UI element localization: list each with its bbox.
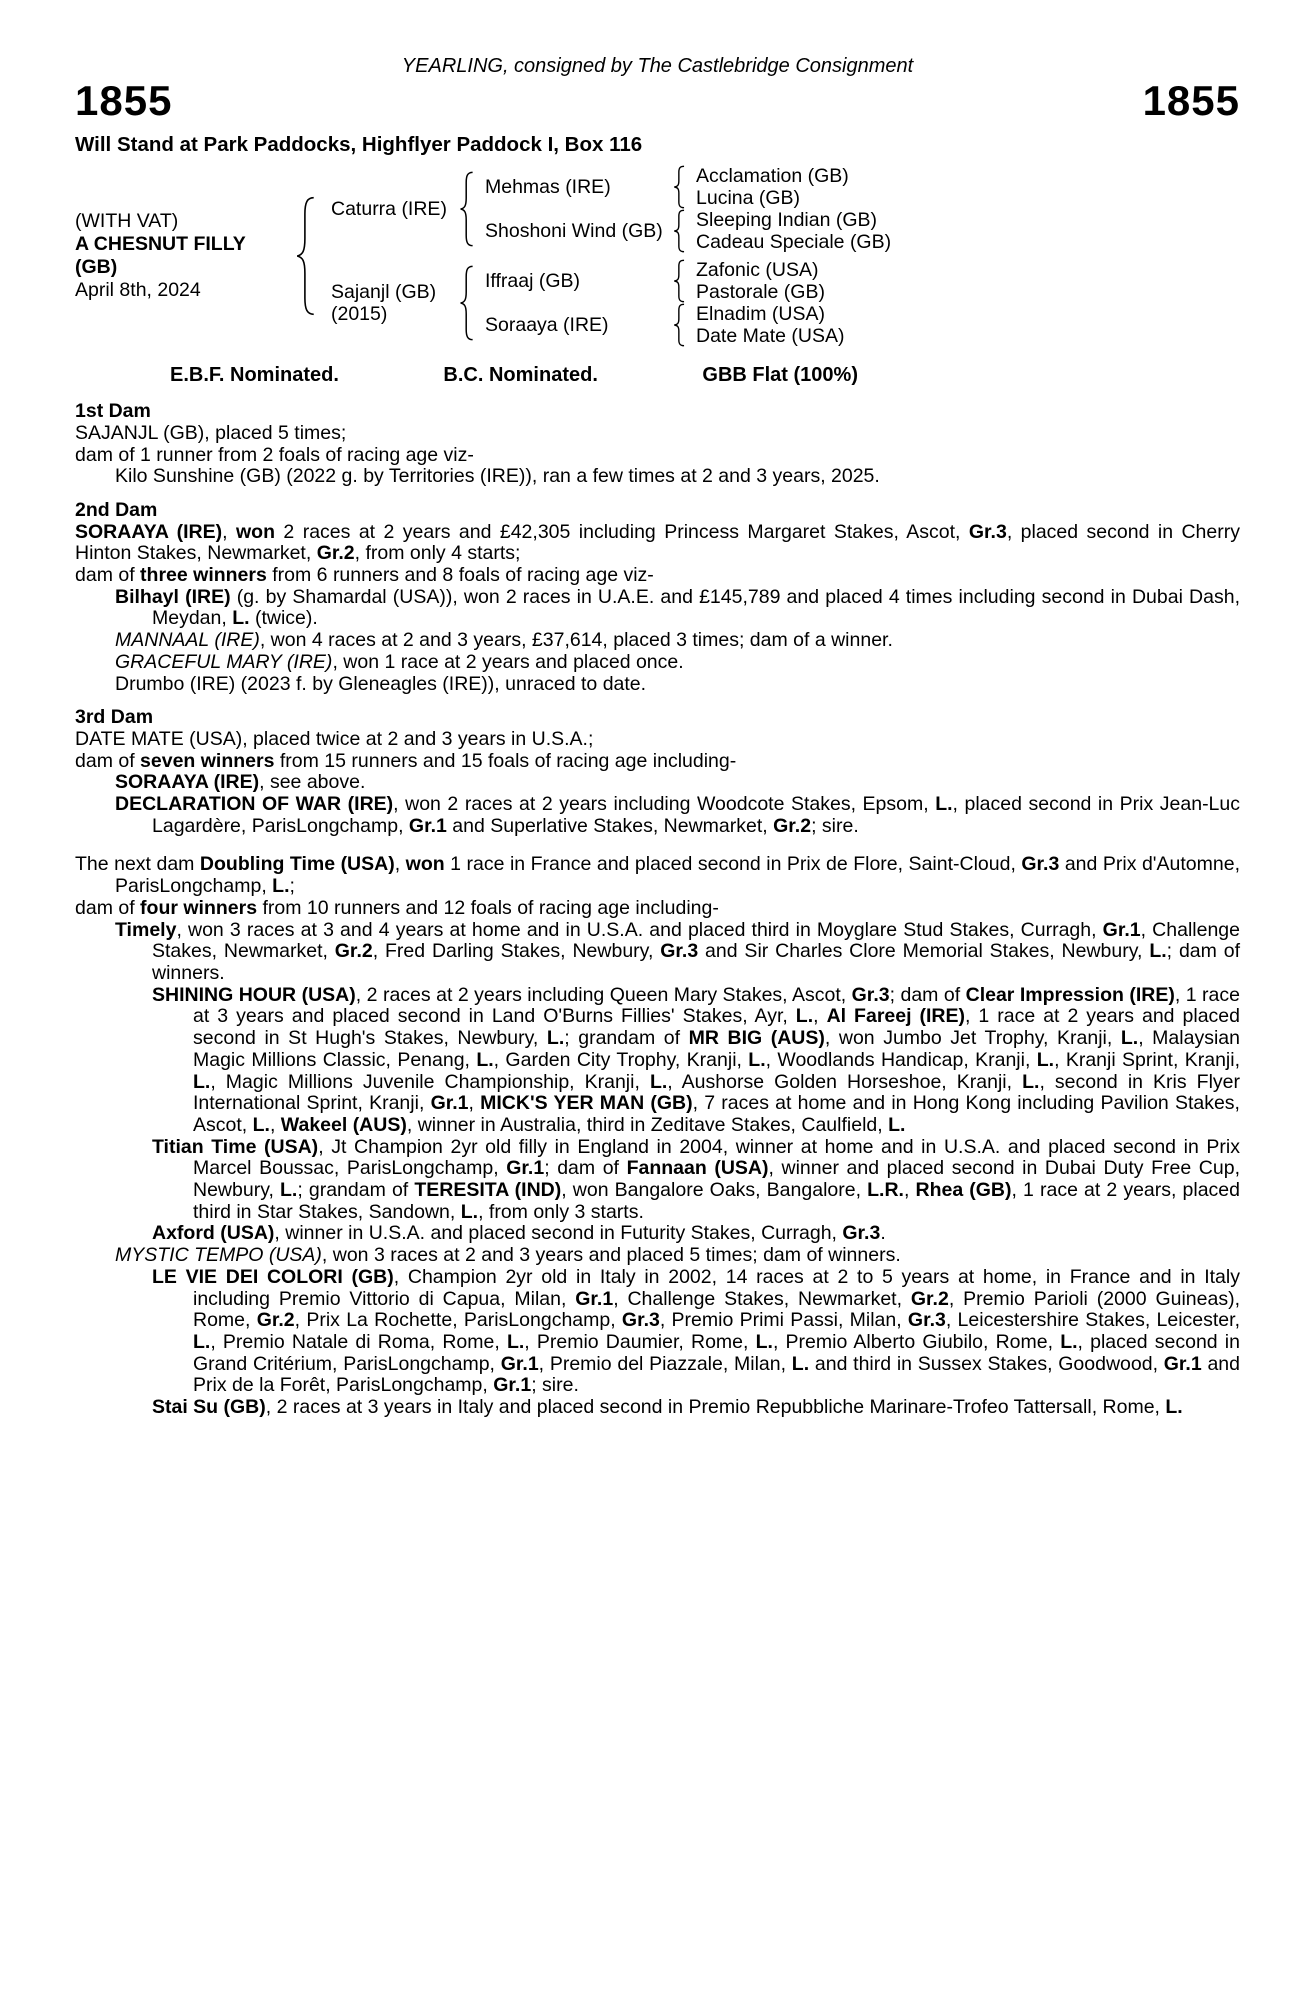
brace-icon — [295, 194, 317, 318]
catalogue-paragraph — [75, 772, 1240, 794]
ancestor-pair — [696, 303, 844, 347]
text-run: Gr.2 — [316, 542, 355, 565]
text-run: L. — [252, 1113, 270, 1136]
text-run: L. — [506, 1330, 525, 1353]
text-run: and Sir Charles Clore Memorial Stakes, Newbury, — [698, 940, 1150, 963]
text-run: Rhea (GB) — [915, 1179, 1012, 1202]
sire-sire-branch — [485, 165, 891, 209]
text-run: GRACEFUL MARY (IRE) — [115, 650, 333, 673]
dam-section — [75, 707, 1240, 837]
text-run: 1 race in France and placed second in Prix de Flore, Saint-Cloud, — [444, 853, 1022, 876]
text-run: , Woodlands Handicap, Kranji, — [765, 1048, 1037, 1071]
section-heading: 1st Dam — [75, 400, 151, 423]
text-run: , Magic Millions Juvenile Championship, Kranji, — [210, 1070, 650, 1093]
text-run: Axford (USA) — [152, 1222, 275, 1245]
ebf-nomination: E.B.F. Nominated. — [170, 364, 339, 387]
text-run: , Premio Primi Passi, Milan, — [659, 1309, 908, 1332]
brace-icon — [459, 170, 475, 248]
text-run: dam of — [75, 896, 141, 919]
lot-number-row — [75, 76, 1240, 124]
text-run: L. — [649, 1070, 668, 1093]
text-run: Gr.2 — [256, 1309, 295, 1332]
catalogue-paragraph — [75, 751, 1240, 773]
section-heading: 2nd Dam — [75, 498, 158, 521]
sire-dam-name: Shoshoni Wind (GB) — [485, 220, 663, 243]
text-run: , Champion 2yr old in Italy in 2002, 14 races at 2 to 5 years at home, in France and in Italy including Premio Vittorio di Capua, Milan, — [193, 1265, 1240, 1310]
text-run: Kilo Sunshine (GB) (2022 g. by Territories (IRE)), ran a few times at 2 and 3 years, 2025. — [115, 465, 880, 488]
text-run: TERESITA (IND) — [414, 1179, 562, 1202]
text-run: L. — [193, 1070, 211, 1093]
text-run: , 2 races at 2 years including Queen Mary Stakes, Ascot, — [355, 983, 852, 1006]
text-run: Bilhayl (IRE) — [115, 585, 231, 608]
text-run: , from only 4 starts; — [354, 542, 521, 565]
sire-branch — [331, 165, 891, 253]
ancestor-name: Pastorale (GB) — [696, 281, 825, 304]
text-run: L. — [1022, 1070, 1040, 1093]
text-run: , from only 3 starts. — [478, 1200, 644, 1223]
text-run: won — [236, 520, 275, 543]
ancestor-name: Date Mate (USA) — [696, 325, 845, 348]
sire-name: Caturra (IRE) — [331, 198, 447, 221]
dam-section — [75, 500, 1240, 695]
text-run: Titian Time (USA) — [152, 1135, 319, 1158]
text-run: , — [468, 1092, 481, 1115]
text-run: , Aushorse Golden Horseshoe, Kranji, — [667, 1070, 1023, 1093]
text-run: won — [405, 853, 445, 876]
text-run: , Premio Daumier, Rome, — [524, 1330, 756, 1353]
text-run: ; dam of — [544, 1157, 627, 1180]
text-run: ; grandam of — [564, 1027, 689, 1050]
text-run: , Premio Parioli (2000 Guineas), Rome, — [193, 1287, 1240, 1332]
text-run: ; sire. — [531, 1374, 579, 1397]
text-run: SORAAYA (IRE) — [75, 520, 223, 543]
text-run: dam of — [75, 564, 141, 587]
text-run: Wakeel (AUS) — [280, 1113, 407, 1136]
catalogue-paragraph — [75, 587, 1240, 630]
text-run: L. — [460, 1200, 479, 1223]
sire-parents — [485, 165, 891, 253]
text-run: seven winners — [140, 749, 275, 772]
catalogue-body — [75, 401, 1240, 1419]
catalogue-paragraph — [75, 445, 1240, 467]
text-run: L. — [888, 1113, 906, 1136]
brace-icon — [673, 259, 686, 303]
text-run: dam of 1 runner from 2 foals of racing age viz- — [75, 443, 474, 466]
text-run: from 10 runners and 12 foals of racing age including- — [257, 896, 719, 919]
text-run: , Garden City Trophy, Kranji, — [493, 1048, 749, 1071]
text-run: Gr.3 — [1021, 853, 1060, 876]
text-run: Gr.1 — [493, 1374, 532, 1397]
catalogue-paragraph — [75, 1223, 1240, 1245]
ancestor-pair — [696, 259, 825, 303]
text-run: Gr.1 — [1102, 918, 1141, 941]
text-run: Gr.3 — [968, 520, 1007, 543]
text-run: Gr.1 — [1163, 1352, 1202, 1375]
text-run: DECLARATION OF WAR (IRE) — [115, 793, 394, 816]
text-run: Gr.1 — [408, 814, 447, 837]
dam-name — [331, 281, 459, 325]
text-run: four winners — [140, 896, 258, 919]
text-run: , Premio Alberto Giubilo, Rome, — [772, 1330, 1061, 1353]
text-run: L. — [272, 875, 290, 898]
brace-icon — [673, 165, 686, 209]
dam-section — [75, 854, 1240, 1418]
text-run: SORAAYA (IRE) — [115, 771, 260, 794]
ancestor-name: Zafonic (USA) — [696, 259, 819, 282]
catalogue-paragraph — [75, 466, 1240, 488]
text-run: , Premio Natale di Roma, Rome, — [210, 1330, 507, 1353]
brace-icon — [673, 259, 686, 303]
text-run: , second in Kris Flyer International Sprint, Kranji, — [193, 1070, 1240, 1115]
text-run: and Superlative Stakes, Newmarket, — [446, 814, 774, 837]
text-run: LE VIE DEI COLORI (GB) — [152, 1265, 394, 1288]
catalogue-paragraph — [75, 674, 1240, 696]
text-run: , 1 race at 3 years and placed second in Land O'Burns Fillies' Stakes, Ayr, — [193, 983, 1240, 1028]
dam-branch — [331, 259, 891, 347]
vat-note: (WITH VAT) — [75, 210, 179, 233]
text-run: Timely — [115, 918, 177, 941]
dam-parents — [485, 259, 844, 347]
catalogue-paragraph — [75, 1137, 1240, 1224]
catalogue-paragraph — [75, 522, 1240, 565]
stand-location-line: Will Stand at Park Paddocks, Highflyer Paddock I, Box 116 — [75, 132, 643, 156]
text-run: SHINING HOUR (USA) — [152, 983, 356, 1006]
text-run: L. — [1149, 940, 1167, 963]
text-run: ; grandam of — [297, 1179, 415, 1202]
text-run: , winner in U.S.A. and placed second in Futurity Stakes, Curragh, — [274, 1222, 843, 1245]
text-run: L. — [1165, 1396, 1183, 1419]
text-run: , — [903, 1179, 916, 1202]
text-run: , Kranji Sprint, Kranji, — [1054, 1048, 1241, 1071]
text-run: , — [813, 1005, 827, 1028]
ancestor-name: Cadeau Speciale (GB) — [696, 231, 892, 254]
ancestor-name: Acclamation (GB) — [696, 165, 849, 188]
text-run: Gr.2 — [334, 940, 373, 963]
text-run: and third in Sussex Stakes, Goodwood, — [809, 1352, 1164, 1375]
text-run: L. — [791, 1352, 810, 1375]
text-run: , won 4 races at 2 and 3 years, £37,614, placed 3 times; dam of a winner. — [259, 629, 893, 652]
nominations-row — [170, 365, 858, 387]
ancestor-name: Sleeping Indian (GB) — [696, 209, 878, 232]
catalogue-paragraph — [75, 1267, 1240, 1397]
brace-icon — [673, 165, 686, 209]
dam-sire-name: Iffraaj (GB) — [485, 270, 580, 293]
lot-number-right: 1855 — [1142, 76, 1240, 124]
text-run: MYSTIC TEMPO (USA) — [115, 1244, 322, 1267]
horse-details — [75, 210, 287, 302]
brace-icon — [673, 303, 686, 347]
text-run: Gr.2 — [773, 814, 812, 837]
text-run: ; — [289, 875, 295, 898]
text-run: , Challenge Stakes, Newmarket, — [152, 918, 1240, 963]
brace-icon — [673, 209, 686, 253]
catalogue-paragraph — [75, 898, 1240, 920]
text-run: , Leicestershire Stakes, Leicester, — [945, 1309, 1240, 1332]
catalogue-paragraph — [75, 854, 1240, 897]
brace-icon — [459, 170, 475, 248]
gbb-nomination: GBB Flat (100%) — [702, 364, 858, 387]
text-run: SAJANJL (GB), placed 5 times; — [75, 421, 347, 444]
catalogue-paragraph — [75, 565, 1240, 587]
text-run: MICK'S YER MAN (GB) — [480, 1092, 693, 1115]
text-run: , placed second in Prix Jean-Luc Lagardère, ParisLongchamp, — [152, 793, 1240, 837]
text-run: Gr.3 — [660, 940, 699, 963]
text-run: , placed second in Cherry Hinton Stakes, Newmarket, — [75, 520, 1240, 565]
text-run: and Prix de la Forêt, ParisLongchamp, — [193, 1352, 1240, 1397]
catalogue-paragraph — [75, 423, 1240, 445]
text-run: L. — [748, 1048, 766, 1071]
text-run: Al Fareej (IRE) — [826, 1005, 966, 1028]
catalogue-paragraph — [75, 1397, 1240, 1419]
text-run: Clear Impression (IRE) — [965, 983, 1175, 1006]
text-run: , 1 race at 2 years and placed second in St Hugh's Stakes, Newbury, — [193, 1005, 1240, 1050]
text-run: and Prix d'Automne, ParisLongchamp, — [115, 853, 1240, 898]
text-run: L. — [755, 1330, 773, 1353]
text-run: ; sire. — [811, 814, 859, 837]
catalogue-paragraph — [75, 729, 1240, 751]
text-run: ; dam of — [889, 983, 966, 1006]
brace-icon — [673, 303, 686, 347]
text-run: Gr.1 — [500, 1352, 539, 1375]
text-run: , — [222, 520, 236, 543]
text-run: DATE MATE (USA), placed twice at 2 and 3 years in U.S.A.; — [75, 727, 594, 750]
bc-nomination: B.C. Nominated. — [443, 364, 598, 387]
text-run: Fannaan (USA) — [626, 1157, 769, 1180]
text-run: The next dam — [75, 853, 200, 876]
lot-number-left: 1855 — [75, 76, 173, 124]
text-run: , won 2 races at 2 years including Woodcote Stakes, Epsom, — [393, 793, 936, 816]
text-run: . — [880, 1222, 886, 1245]
text-run: Gr.1 — [506, 1157, 545, 1180]
text-run: , Jt Champion 2yr old filly in England in 2004, winner at home and in U.S.A. and placed second in Prix Marcel Boussac, ParisLongchamp, — [193, 1135, 1240, 1180]
text-run: Doubling Time (USA) — [199, 853, 395, 876]
dam-sire-branch — [485, 259, 844, 303]
horse-name: A CHESNUT FILLY — [75, 233, 246, 256]
text-run: L. — [1036, 1048, 1055, 1071]
foaling-date: April 8th, 2024 — [75, 279, 201, 302]
text-run: MANNAAL (IRE) — [115, 629, 260, 652]
pedigree-generations — [331, 165, 891, 347]
text-run: L. — [280, 1179, 298, 1202]
brace-icon — [673, 209, 686, 253]
text-run: , 1 race at 2 years, placed third in Star Stakes, Sandown, — [193, 1179, 1240, 1223]
text-run: 2 races at 2 years and £42,305 including Princess Margaret Stakes, Ascot, — [275, 520, 969, 543]
text-run: ; dam of winners. — [152, 940, 1240, 984]
catalogue-paragraph — [75, 652, 1240, 674]
text-run: , Challenge Stakes, Newmarket, — [613, 1287, 911, 1310]
text-run: (g. by Shamardal (USA)), won 2 races in U.A.E. and £145,789 and placed 4 times including second in Dubai Dash, Meydan, — [152, 585, 1240, 630]
text-run: , 2 races at 3 years in Italy and placed second in Premio Repubbliche Marinare-Trofeo Tattersall, Rome, — [265, 1396, 1166, 1419]
text-run: dam of — [75, 749, 141, 772]
dam-section — [75, 401, 1240, 488]
text-run: Stai Su (GB) — [152, 1396, 266, 1419]
text-run: , won 1 race at 2 years and placed once. — [332, 650, 684, 673]
text-run: , won 3 races at 3 and 4 years at home and in U.S.A. and placed third in Moyglare Stud Stakes, Curragh, — [176, 918, 1103, 941]
text-run: L. — [232, 607, 250, 630]
text-run: from 6 runners and 8 foals of racing age viz- — [266, 564, 654, 587]
dam-dam-branch — [485, 303, 844, 347]
text-run: L. — [546, 1027, 565, 1050]
text-run: Gr.1 — [430, 1092, 469, 1115]
text-run: Gr.3 — [907, 1309, 946, 1332]
text-run: L. — [193, 1330, 211, 1353]
text-run: L. — [476, 1048, 494, 1071]
text-run: Gr.2 — [910, 1287, 949, 1310]
horse-name-suffix: (GB) — [75, 256, 118, 279]
sire-sire-name: Mehmas (IRE) — [485, 176, 611, 199]
text-run: , winner in Australia, third in Zeditave Stakes, Caulfield, — [406, 1113, 889, 1136]
ancestor-name: Lucina (GB) — [696, 187, 801, 210]
text-run: Gr.1 — [575, 1287, 614, 1310]
text-run: , placed second in Grand Critérium, ParisLongchamp, — [193, 1330, 1240, 1375]
catalogue-paragraph — [75, 630, 1240, 652]
ancestor-name: Elnadim (USA) — [696, 303, 825, 326]
text-run: L. — [1060, 1330, 1078, 1353]
text-run: MR BIG (AUS) — [688, 1027, 825, 1050]
text-run: L. — [935, 793, 953, 816]
text-run: , — [269, 1113, 281, 1136]
sire-dam-branch — [485, 209, 891, 253]
text-run: , Premio del Piazzale, Milan, — [538, 1352, 792, 1375]
text-run: Gr.3 — [851, 983, 890, 1006]
text-run: from 15 runners and 15 foals of racing age including- — [274, 749, 737, 772]
catalogue-paragraph — [75, 794, 1240, 837]
text-run: L. — [795, 1005, 814, 1028]
text-run: , 7 races at home and in Hong Kong including Pavilion Stakes, Ascot, — [193, 1092, 1240, 1136]
text-run: , Malaysian Magic Millions Classic, Penang, — [193, 1027, 1240, 1071]
text-run: L. — [1120, 1027, 1139, 1050]
text-run: L.R. — [867, 1179, 904, 1202]
brace-icon — [295, 194, 317, 318]
section-heading: 3rd Dam — [75, 706, 154, 729]
consignor-line: YEARLING, consigned by The Castlebridge Consignment — [401, 55, 914, 77]
text-run: Drumbo (IRE) (2023 f. by Gleneagles (IRE)), unraced to date. — [115, 672, 647, 695]
ancestor-pair — [696, 209, 891, 253]
text-run: three winners — [140, 564, 267, 587]
dam-year-line: (2015) — [331, 303, 388, 326]
text-run: , Prix La Rochette, ParisLongchamp, — [294, 1309, 622, 1332]
catalogue-paragraph — [75, 920, 1240, 985]
text-run: , won 3 races at 2 and 3 years and placed 5 times; dam of winners. — [321, 1244, 901, 1267]
brace-icon — [459, 264, 475, 342]
dam-name-line: Sajanjl (GB) — [331, 281, 437, 304]
pedigree-tree — [75, 165, 1240, 347]
text-run: , won Bangalore Oaks, Bangalore, — [561, 1179, 868, 1202]
catalogue-paragraph — [75, 985, 1240, 1137]
text-run: , — [394, 853, 406, 876]
text-run: , won Jumbo Jet Trophy, Kranji, — [824, 1027, 1121, 1050]
text-run: (twice). — [249, 607, 318, 630]
text-run: , Fred Darling Stakes, Newbury, — [372, 940, 661, 963]
catalogue-paragraph — [75, 1245, 1240, 1267]
text-run: Gr.3 — [621, 1309, 660, 1332]
ancestor-pair — [696, 165, 849, 209]
dam-dam-name: Soraaya (IRE) — [485, 314, 609, 337]
text-run: Gr.3 — [842, 1222, 881, 1245]
text-run: , see above. — [259, 771, 366, 794]
brace-icon — [459, 264, 475, 342]
text-run: , winner and placed second in Dubai Duty Free Cup, Newbury, — [193, 1157, 1240, 1202]
